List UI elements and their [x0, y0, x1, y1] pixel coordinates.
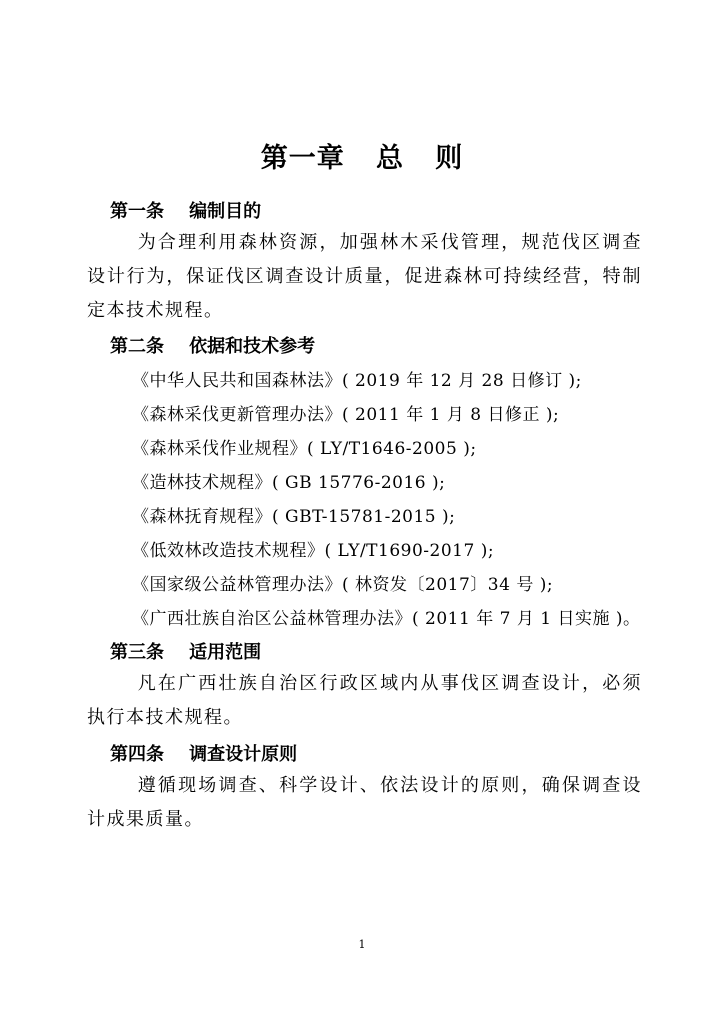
article-1-body: [87, 226, 642, 328]
reference-item: 《森林采伐更新管理办法》( 2011 年 1 月 8 日修正 );: [132, 405, 560, 425]
reference-item: 《国家级公益林管理办法》( 林资发〔2017〕34 号 );: [132, 575, 554, 595]
reference-item: 《中华人民共和国森林法》( 2019 年 12 月 28 日修订 );: [132, 371, 582, 391]
article-3-heading: 第三条 适用范围: [110, 642, 262, 663]
reference-item: 《造林技术规程》( GB 15776-2016 );: [132, 473, 446, 493]
reference-item: 《低效林改造技术规程》( LY/T1690-2017 );: [132, 541, 495, 561]
article-3-body: [87, 667, 642, 735]
article-4-body-text: 遵循现场调查、科学设计、依法设计的原则，确保调查设计成果质量。: [87, 775, 642, 830]
reference-item: 《森林抚育规程》( GBT-15781-2015 );: [132, 507, 456, 527]
article-4-body: [87, 769, 642, 837]
article-1-body-text: 为合理利用森林资源，加强林木采伐管理，规范伐区调查设计行为，保证伐区调查设计质量，促进森林可持续经营，特制定本技术规程。: [87, 232, 642, 321]
article-4-heading: 第四条 调查设计原则: [110, 744, 298, 765]
article-1-heading: 第一条 编制目的: [110, 201, 262, 222]
reference-item: 《森林采伐作业规程》( LY/T1646-2005 );: [132, 439, 477, 459]
article-3-body-text: 凡在广西壮族自治区行政区域内从事伐区调查设计，必须执行本技术规程。: [87, 673, 642, 728]
chapter-title: 第一章 总 则: [260, 143, 464, 174]
article-2-heading: 第二条 依据和技术参考: [110, 336, 316, 357]
reference-item: 《广西壮族自治区公益林管理办法》( 2011 年 7 月 1 日实施 )。: [132, 609, 641, 629]
page-number: 1: [358, 938, 366, 951]
